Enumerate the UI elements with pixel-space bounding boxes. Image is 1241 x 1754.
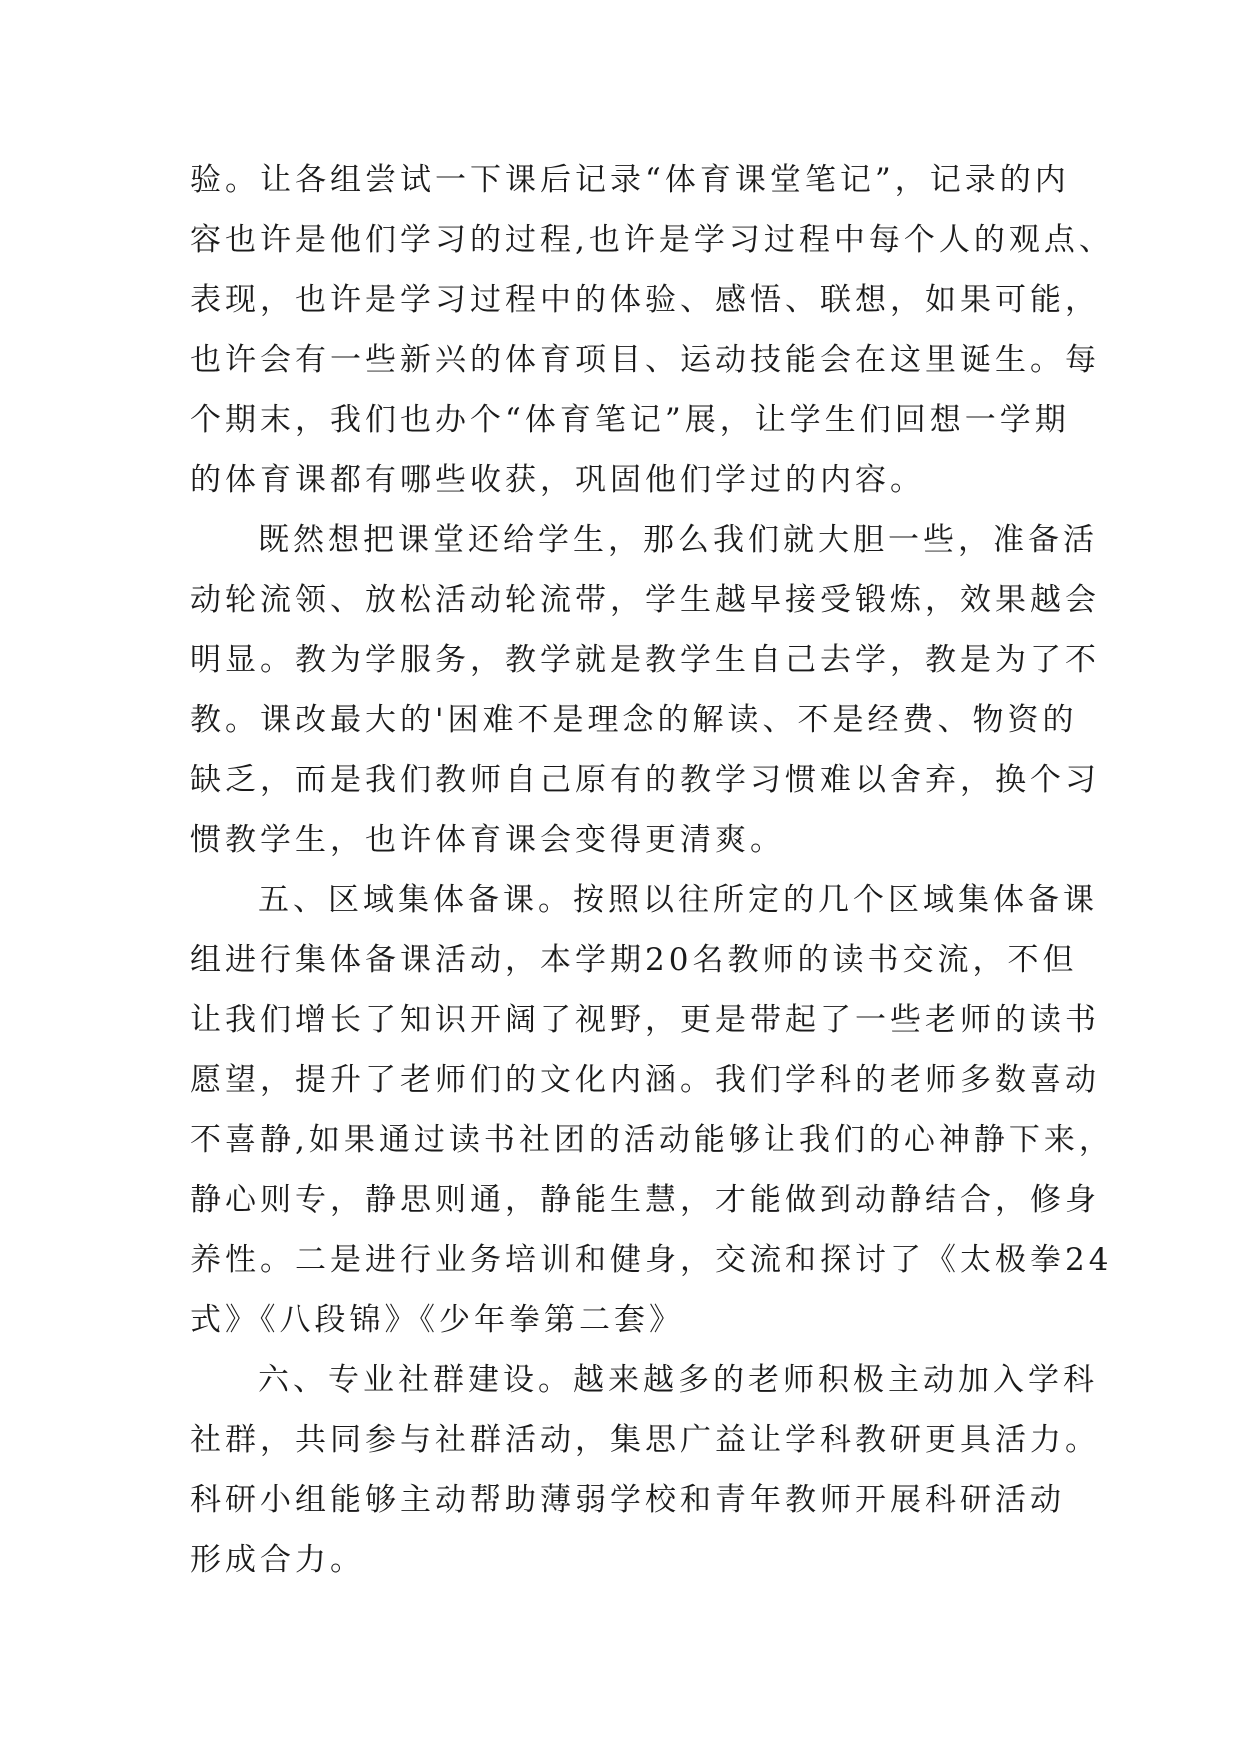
text-line: 表现，也许是学习过程中的体验、感悟、联想，如果可能，	[190, 282, 1100, 318]
text-line: 个期末，我们也办个“体育笔记”展，让学生们回想一学期	[190, 402, 1070, 438]
text-line: 验。让各组尝试一下课后记录“体育课堂笔记”，记录的内	[190, 162, 1070, 198]
text-line: 静心则专，静思则通，静能生慧，才能做到动静结合，修身	[190, 1182, 1100, 1218]
text-line: 科研小组能够主动帮助薄弱学校和青年教师开展科研活动	[190, 1482, 1065, 1518]
text-line: 养性。二是进行业务培训和健身，交流和探讨了《太极拳24	[190, 1242, 1113, 1278]
text-line: 教。课改最大的'困难不是理念的解读、不是经费、物资的	[190, 702, 1078, 738]
paragraph	[190, 1350, 1100, 1590]
text-line: 六、专业社群建设。越来越多的老师积极主动加入学科	[258, 1362, 1098, 1398]
text-line: 的体育课都有哪些收获，巩固他们学过的内容。	[190, 462, 925, 498]
text-line: 组进行集体备课活动，本学期20名教师的读书交流，不但	[190, 942, 1078, 978]
text-line: 缺乏，而是我们教师自己原有的教学习惯难以舍弃，换个习	[190, 762, 1100, 798]
paragraph	[190, 510, 1100, 870]
text-line: 也许会有一些新兴的体育项目、运动技能会在这里诞生。每	[190, 342, 1100, 378]
text-line: 形成合力。	[190, 1542, 365, 1578]
document-body	[190, 150, 1114, 1590]
paragraph	[190, 150, 1114, 510]
text-line: 明显。教为学服务，教学就是教学生自己去学，教是为了不	[190, 642, 1100, 678]
text-line: 容也许是他们学习的过程,也许是学习过程中每个人的观点、	[190, 222, 1114, 258]
text-line: 五、区域集体备课。按照以往所定的几个区域集体备课	[258, 882, 1098, 918]
paragraph	[190, 870, 1114, 1350]
text-line: 不喜静,如果通过读书社团的活动能够让我们的心神静下来，	[190, 1122, 1114, 1158]
text-line: 动轮流领、放松活动轮流带，学生越早接受锻炼，效果越会	[190, 582, 1100, 618]
text-line: 式》《八段锦》《少年拳第二套》	[190, 1302, 684, 1338]
text-line: 愿望，提升了老师们的文化内涵。我们学科的老师多数喜动	[190, 1062, 1100, 1098]
text-line: 既然想把课堂还给学生，那么我们就大胆一些，准备活	[258, 522, 1098, 558]
text-line: 让我们增长了知识开阔了视野，更是带起了一些老师的读书	[190, 1002, 1100, 1038]
text-line: 惯教学生，也许体育课会变得更清爽。	[190, 822, 785, 858]
text-line: 社群，共同参与社群活动，集思广益让学科教研更具活力。	[190, 1422, 1100, 1458]
